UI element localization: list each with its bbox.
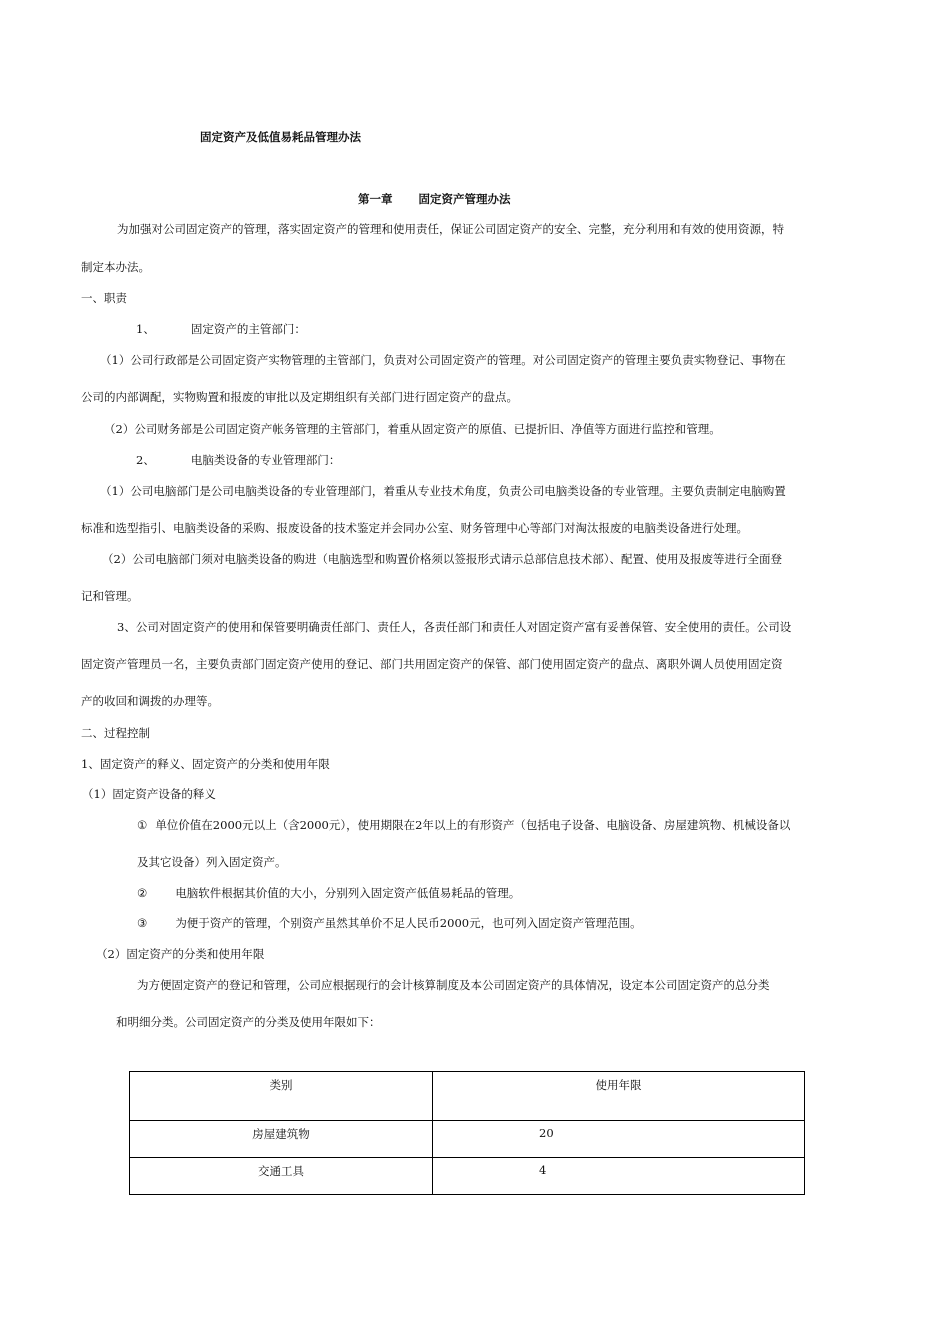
bullet-3 <box>137 915 642 931</box>
chapter-title: 固定资产管理办法 <box>418 192 511 206</box>
row-1-category: 房屋建筑物 <box>130 1121 433 1158</box>
p2-line: （2）公司财务部是公司固定资产帐务管理的主管部门，着重从固定资产的原值、已提折旧、净值等方面进行监控和管理。 <box>104 422 721 436</box>
document-title: 固定资产及低值易耗品管理办法 <box>200 130 361 144</box>
item2-number: 2、 <box>136 453 155 467</box>
bullet-3-mark: ③ <box>137 916 148 930</box>
sub-heading-1-1: （1）固定资产设备的释义 <box>82 787 216 801</box>
bullet-1 <box>137 817 790 833</box>
p3-line-2: 标准和选型指引、电脑类设备的采购、报废设备的技术鉴定并会同办公室、财务管理中心等部门对淘汰报废的电脑类设备进行处理。 <box>81 521 748 535</box>
p5-line-1: 3、公司对固定资产的使用和保管要明确责任部门、责任人，各责任部门和责任人对固定资产富有妥善保管、安全使用的责任。公司设 <box>117 620 792 634</box>
table-row <box>130 1121 805 1158</box>
section-heading-duties: 一、职责 <box>81 291 127 305</box>
sub-heading-1: 1、固定资产的释义、固定资产的分类和使用年限 <box>81 757 330 771</box>
header-years: 使用年限 <box>433 1072 805 1121</box>
bullet-1-line-2: 及其它设备）列入固定资产。 <box>137 855 287 869</box>
bullet-2-mark: ② <box>137 886 148 900</box>
chapter-heading <box>358 191 511 207</box>
item1-text: 固定资产的主管部门： <box>190 322 306 336</box>
p5-line-2: 固定资产管理员一名，主要负责部门固定资产使用的登记、部门共用固定资产的保管、部门使用固定资产的盘点、离职外调人员使用固定资 <box>81 657 783 671</box>
p6-line-2: 和明细分类。公司固定资产的分类及使用年限如下： <box>116 1015 381 1029</box>
item2-text: 电脑类设备的专业管理部门： <box>190 453 341 467</box>
section-heading-process: 二、过程控制 <box>81 726 150 740</box>
chapter-number: 第一章 <box>358 192 393 206</box>
p3-line-1: （1）公司电脑部门是公司电脑类设备的专业管理部门，着重从专业技术角度，负责公司电脑类设备的专业管理。主要负责制定电脑购置 <box>100 484 786 498</box>
p4-line-1: （2）公司电脑部门须对电脑类设备的购进（电脑选型和购置价格须以签报形式请示总部信息技术部）、配置、使用及报废等进行全面登 <box>102 552 783 566</box>
header-category: 类别 <box>130 1072 433 1121</box>
row-2-years: 4 <box>433 1158 805 1195</box>
bullet-2-text: 电脑软件根据其价值的大小，分别列入固定资产低值易耗品的管理。 <box>175 886 521 900</box>
asset-category-table <box>129 1071 805 1195</box>
row-1-years: 20 <box>433 1121 805 1158</box>
intro-line-2: 制定本办法。 <box>81 260 150 274</box>
intro-line-1: 为加强对公司固定资产的管理，落实固定资产的管理和使用责任，保证公司固定资产的安全、完整，充分利用和有效的使用资源，特 <box>117 222 784 236</box>
p1-line-1: （1）公司行政部是公司固定资产实物管理的主管部门，负责对公司固定资产的管理。对公司固定资产的管理主要负责实物登记、事物在 <box>100 353 786 367</box>
item1-number: 1、 <box>136 322 155 336</box>
sub-heading-1-2: （2）固定资产的分类和使用年限 <box>96 947 265 961</box>
p5-line-3: 产的收回和调拨的办理等。 <box>81 694 219 708</box>
bullet-2 <box>137 885 520 901</box>
item1-heading <box>136 321 306 337</box>
p1-line-2: 公司的内部调配，实物购置和报废的审批以及定期组织有关部门进行固定资产的盘点。 <box>81 390 518 404</box>
bullet-1-mark: ① <box>137 818 148 832</box>
p4-line-2: 记和管理。 <box>81 589 139 603</box>
bullet-1-line-1: 单位价值在2000元以上（含2000元），使用期限在2年以上的有形资产（包括电子设备、电脑设备、房屋建筑物、机械设备以 <box>155 818 791 832</box>
table-row <box>130 1158 805 1195</box>
item2-heading <box>136 452 340 468</box>
bullet-3-text: 为便于资产的管理，个别资产虽然其单价不足人民币2000元，也可列入固定资产管理范围。 <box>175 916 642 930</box>
table-header-row <box>130 1072 805 1121</box>
p6-line-1: 为方便固定资产的登记和管理，公司应根据现行的会计核算制度及本公司固定资产的具体情况，设定本公司固定资产的总分类 <box>137 978 770 992</box>
row-2-category: 交通工具 <box>130 1158 433 1195</box>
